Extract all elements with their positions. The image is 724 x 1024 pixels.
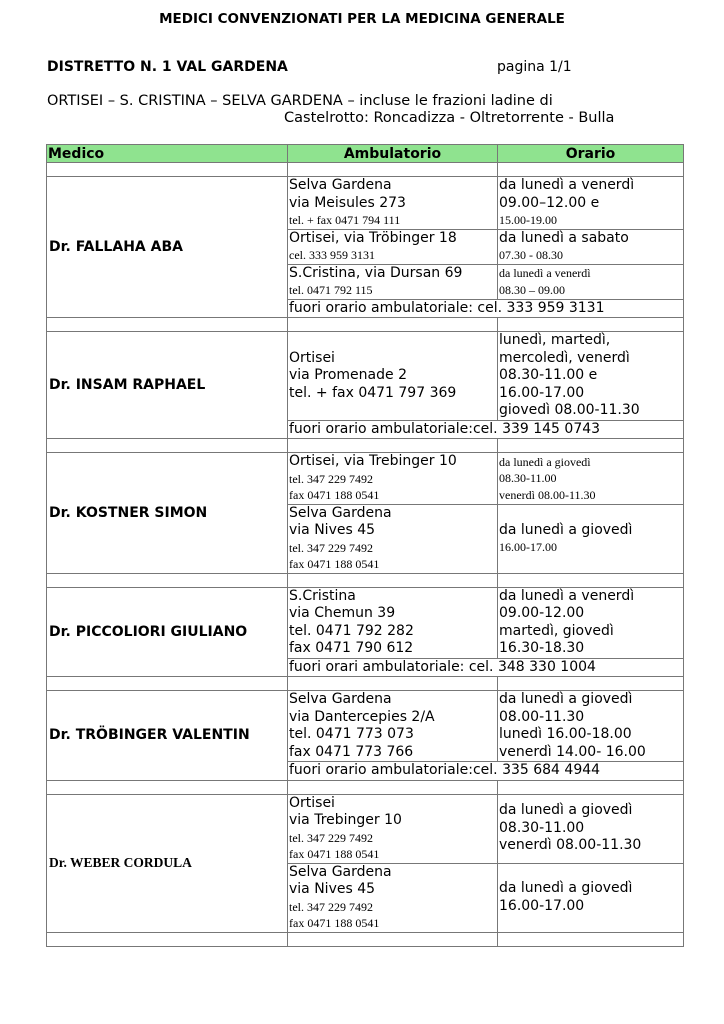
separator-cell: [498, 780, 684, 794]
separator-cell: [498, 573, 684, 587]
doctor-name: Dr. PICCOLIORI GIULIANO: [47, 587, 288, 677]
address-line: via Nives 45: [289, 522, 376, 538]
hours-line: da lunedì a giovedì: [499, 880, 633, 896]
address-line: via Dantercepies 2/A: [289, 708, 435, 725]
separator-cell: [47, 780, 288, 794]
after-hours-cell: [288, 762, 684, 781]
area-line-1: ORTISEI – S. CRISTINA – SELVA GARDENA – incluse le frazioni ladine di: [47, 93, 553, 109]
separator-cell: [498, 163, 684, 177]
office-address-cell: [288, 177, 498, 230]
hours-line: 08.30 – 09.00: [499, 282, 565, 297]
separator-row: [47, 439, 684, 453]
hours-line: 16.30-18.30: [499, 640, 585, 656]
after-hours-contact: fuori orario ambulatoriale:cel. 335 684 4944: [289, 762, 601, 778]
separator-row: [47, 318, 684, 332]
hours-line: da lunedì a giovedì: [499, 521, 633, 538]
separator-cell: [288, 573, 498, 587]
column-header-medico: Medico: [47, 145, 288, 163]
after-hours-contact: fuori orari ambulatoriale: cel. 348 330 1004: [289, 658, 596, 675]
hours-line: 15.00-19.00: [499, 213, 557, 227]
office-address-cell: [288, 332, 498, 421]
separator-cell: [47, 677, 288, 691]
after-hours-cell: [288, 420, 684, 439]
after-hours-cell: [288, 299, 684, 318]
office-row: [47, 794, 684, 863]
address-line: Selva Gardena: [289, 504, 392, 521]
address-line: Selva Gardena: [289, 863, 392, 880]
separator-row: [47, 677, 684, 691]
hours-line: 07.30 - 08.30: [499, 248, 563, 262]
contact-line: tel. 347 229 7492: [289, 830, 373, 845]
doctor-name: Dr. FALLAHA ABA: [47, 177, 288, 318]
column-header-ambulatorio: Ambulatorio: [288, 145, 498, 163]
hours-line: 08.00-11.30: [499, 708, 585, 725]
office-hours-cell: [498, 863, 684, 932]
address-line: via Trebinger 10: [289, 812, 402, 828]
address-line: Ortisei: [289, 794, 335, 811]
hours-line: lunedì 16.00-18.00: [499, 726, 632, 742]
address-line: Selva Gardena: [289, 691, 392, 707]
separator-cell: [47, 163, 288, 177]
hours-line: da lunedì a venerdì: [499, 266, 591, 280]
area-line-2: Castelrotto: Roncadizza - Oltretorrente - Bulla: [284, 110, 615, 126]
separator-cell: [498, 439, 684, 453]
address-line: Ortisei, via Tröbinger 18: [289, 229, 457, 246]
hours-line: venerdì 08.00-11.30: [499, 487, 596, 502]
contact-line: tel. 347 229 7492: [289, 540, 373, 555]
office-address-cell: [288, 453, 498, 505]
office-address-cell: [288, 794, 498, 863]
hours-line: da lunedì a giovedì: [499, 691, 633, 707]
hours-line: da lunedì a venerdì: [499, 177, 635, 193]
hours-line: 08.30-11.00 e: [499, 367, 598, 383]
separator-cell: [288, 318, 498, 332]
office-hours-cell: [498, 229, 684, 264]
office-address-cell: [288, 587, 498, 658]
hours-line: da lunedì a venerdì: [499, 587, 635, 604]
separator-cell: [47, 932, 288, 946]
hours-line: 09.00-12.00: [499, 605, 585, 621]
after-hours-cell: [288, 658, 684, 677]
office-hours-cell: [498, 504, 684, 573]
address-line: Selva Gardena: [289, 177, 392, 193]
office-hours-cell: [498, 264, 684, 299]
address-line: S.Cristina, via Dursan 69: [289, 264, 463, 281]
hours-line: venerdì 08.00-11.30: [499, 837, 642, 854]
contact-line: tel. 347 229 7492: [289, 899, 373, 914]
address-line: Ortisei, via Trebinger 10: [289, 453, 457, 469]
address-line: via Nives 45: [289, 881, 376, 897]
hours-line: 16.00-17.00: [499, 384, 585, 401]
office-address-cell: [288, 229, 498, 264]
office-address-cell: [288, 504, 498, 573]
doctor-name: Dr. WEBER CORDULA: [47, 794, 288, 932]
doctor-name: Dr. TRÖBINGER VALENTIN: [47, 691, 288, 781]
separator-cell: [47, 573, 288, 587]
office-address-cell: [288, 863, 498, 932]
office-row: [47, 453, 684, 505]
office-row: [47, 177, 684, 230]
page-number: pagina 1/1: [497, 59, 572, 75]
hours-line: 16.00-17.00: [499, 897, 585, 914]
separator-row: [47, 573, 684, 587]
hours-line: da lunedì a sabato: [499, 229, 629, 246]
hours-line: mercoledì, venerdì: [499, 349, 630, 366]
hours-line: 09.00–12.00 e: [499, 194, 600, 211]
contact-line: fax 0471 188 0541: [289, 488, 380, 502]
contact-line: tel. 347 229 7492: [289, 471, 373, 486]
separator-cell: [498, 932, 684, 946]
hours-line: venerdì 14.00- 16.00: [499, 743, 646, 760]
contact-line: tel. + fax 0471 794 111: [289, 213, 401, 227]
hours-line: da lunedì a giovedì: [499, 454, 591, 469]
hours-line: 08.30-11.00: [499, 471, 557, 485]
address-line: tel. + fax 0471 797 369: [289, 384, 457, 401]
separator-cell: [498, 677, 684, 691]
office-address-cell: [288, 691, 498, 762]
separator-row: [47, 780, 684, 794]
office-hours-cell: [498, 691, 684, 762]
separator-cell: [288, 677, 498, 691]
hours-line: 16.00-17.00: [499, 540, 557, 554]
contact-line: fax 0471 188 0541: [289, 847, 380, 861]
address-line: fax 0471 790 612: [289, 640, 414, 656]
address-line: Ortisei: [289, 349, 335, 366]
office-row: [47, 587, 684, 658]
office-address-cell: [288, 264, 498, 299]
page-title: MEDICI CONVENZIONATI PER LA MEDICINA GENERALE: [159, 11, 565, 27]
column-header-orario: Orario: [498, 145, 684, 163]
hours-line: giovedì 08.00-11.30: [499, 402, 640, 418]
hours-line: 08.30-11.00: [499, 819, 585, 836]
separator-cell: [288, 780, 498, 794]
office-hours-cell: [498, 794, 684, 863]
office-row: [47, 332, 684, 421]
separator-cell: [498, 318, 684, 332]
office-hours-cell: [498, 453, 684, 505]
contact-line: fax 0471 188 0541: [289, 557, 380, 571]
office-row: [47, 691, 684, 762]
address-line: via Chemun 39: [289, 605, 396, 621]
address-line: tel. 0471 773 073: [289, 726, 414, 742]
separator-cell: [47, 439, 288, 453]
separator-row: [47, 932, 684, 946]
separator-cell: [288, 932, 498, 946]
address-line: fax 0471 773 766: [289, 743, 414, 760]
address-line: S.Cristina: [289, 587, 356, 604]
doctor-name: Dr. INSAM RAPHAEL: [47, 332, 288, 439]
separator-row: [47, 163, 684, 177]
contact-line: cel. 333 959 3131: [289, 248, 375, 262]
hours-line: martedì, giovedì: [499, 622, 614, 639]
doctor-name: Dr. KOSTNER SIMON: [47, 453, 288, 574]
hours-line: lunedì, martedì,: [499, 332, 611, 348]
hours-line: da lunedì a giovedì: [499, 802, 633, 819]
district-label: DISTRETTO N. 1 VAL GARDENA: [47, 59, 288, 75]
separator-cell: [288, 163, 498, 177]
contact-line: fax 0471 188 0541: [289, 916, 380, 930]
contact-line: tel. 0471 792 115: [289, 283, 373, 297]
address-line: via Meisules 273: [289, 194, 406, 211]
table-header-row: [47, 145, 684, 163]
office-hours-cell: [498, 332, 684, 421]
after-hours-contact: fuori orario ambulatoriale: cel. 333 959 3131: [289, 299, 605, 316]
doctors-table: [46, 144, 684, 947]
after-hours-contact: fuori orario ambulatoriale:cel. 339 145 0743: [289, 420, 601, 437]
separator-cell: [288, 439, 498, 453]
office-hours-cell: [498, 587, 684, 658]
office-hours-cell: [498, 177, 684, 230]
separator-cell: [47, 318, 288, 332]
address-line: tel. 0471 792 282: [289, 622, 414, 639]
address-line: via Promenade 2: [289, 367, 407, 383]
